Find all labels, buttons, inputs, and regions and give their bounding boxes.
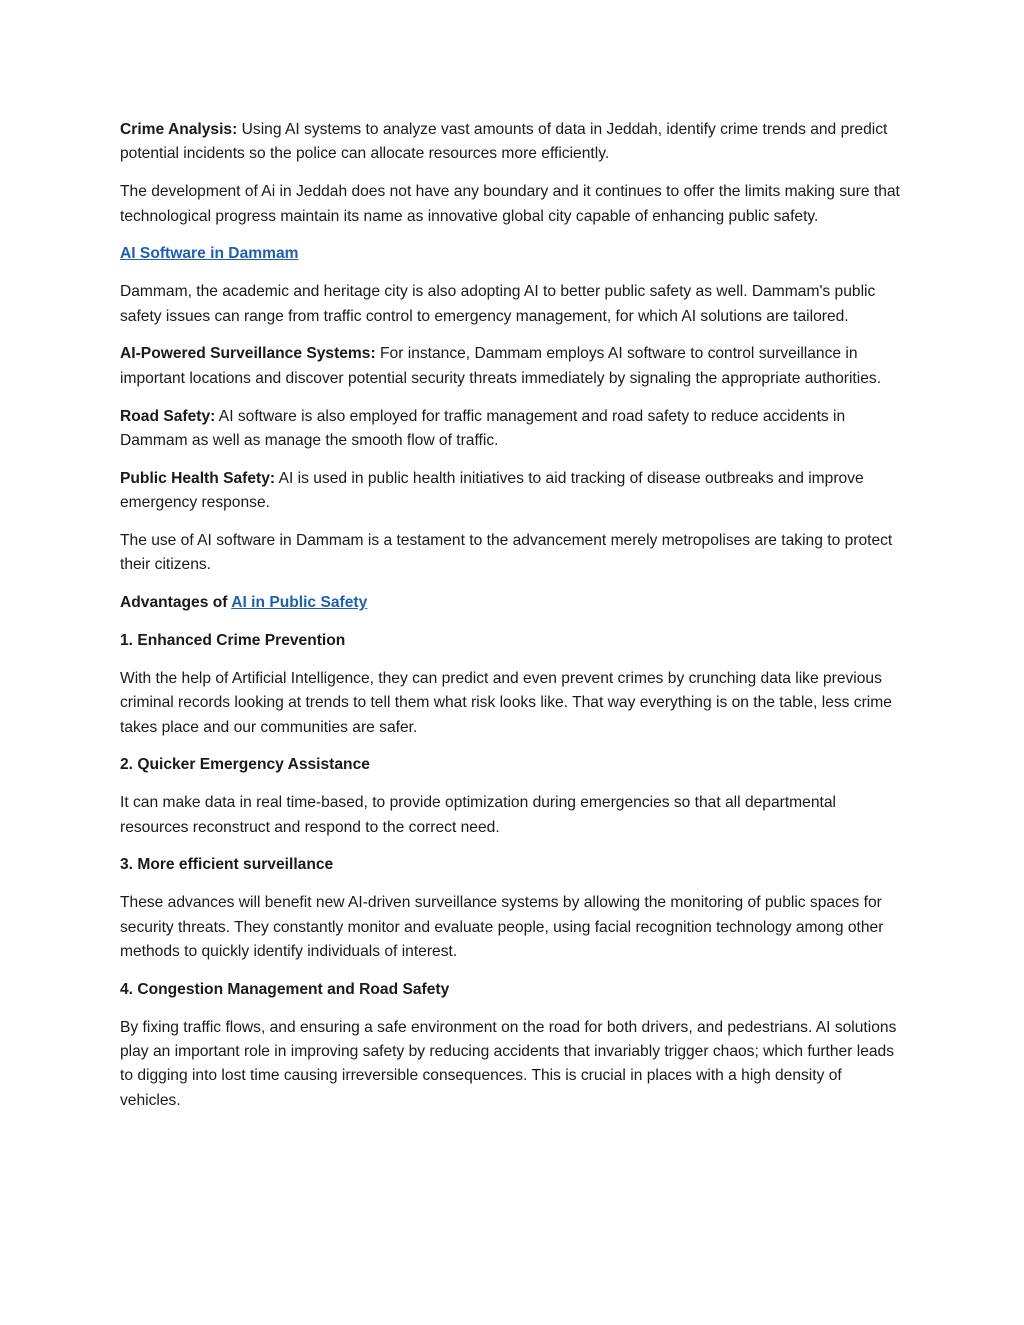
crime-analysis-label: Crime Analysis: xyxy=(120,121,238,138)
surveillance-systems-label: AI-Powered Surveillance Systems: xyxy=(120,345,376,363)
road-safety-paragraph xyxy=(120,405,906,454)
section-body-surveillance: These advances will benefit new AI-driven surveillance systems by allowing the monitoring of public spaces for security threats. They constantly monitor and evaluate people, using facial recognition technology among other methods to quickly identify individuals of interest. xyxy=(120,894,884,961)
section-heading-crime-prevention: 1. Enhanced Crime Prevention xyxy=(120,632,346,650)
section-body-emergency-assistance: It can make data in real time-based, to provide optimization during emergencies so that all departmental resources reconstruct and respond to the correct need. xyxy=(120,794,836,836)
dammam-conclusion-paragraph: The use of AI software in Dammam is a testament to the advancement merely metropolises are taking to protect their citizens. xyxy=(120,532,893,574)
dammam-software-link[interactable]: AI Software in Dammam xyxy=(120,245,299,263)
public-health-text: AI is used in public health initiatives to aid tracking of disease outbreaks and improve emergency response. xyxy=(120,469,864,512)
crime-analysis-text: Using AI systems to analyze vast amounts of data in Jeddah, identify crime trends and predict potential incidents so the police can allocate resources more efficiently. xyxy=(120,121,888,163)
crime-analysis-paragraph xyxy=(120,118,906,167)
section-heading-emergency-assistance: 2. Quicker Emergency Assistance xyxy=(120,756,370,774)
road-safety-label: Road Safety: xyxy=(120,407,216,425)
section-body-crime-prevention: With the help of Artificial Intelligence, they can predict and even prevent crimes by crunching data like previous criminal records looking at trends to tell them what risk looks like. That way everything is on the table, less crime takes place and our communities are safer. xyxy=(120,669,892,736)
road-safety-text: AI software is also employed for traffic management and road safety to reduce accidents in Dammam as well as manage the smooth flow of traffic. xyxy=(120,407,846,450)
dammam-intro-paragraph: Dammam, the academic and heritage city is also adopting AI to better public safety as well. Dammam's public safety issues can range from traffic control to emergency management, for which AI solutions are tailored. xyxy=(120,283,876,325)
public-health-paragraph xyxy=(120,467,906,516)
section-body-congestion-management: By fixing traffic flows, and ensuring a safe environment on the road for both drivers, and pedestrians. AI solutions play an important role in improving safety by reducing accidents that invariably trigger chaos; which further leads to digging into lost time causing irreversible consequences. This is crucial in places with a high density of vehicles. xyxy=(120,1018,897,1109)
ai-public-safety-link[interactable]: AI in Public Safety xyxy=(231,594,368,612)
surveillance-systems-paragraph xyxy=(120,342,906,391)
surveillance-systems-text: For instance, Dammam employs AI software to control surveillance in important locations and discover potential security threats immediately by signaling the appropriate authorities. xyxy=(120,345,882,387)
document-page xyxy=(120,118,906,1127)
section-heading-congestion-management: 4. Congestion Management and Road Safety xyxy=(120,980,450,998)
advantages-prefix: Advantages of xyxy=(120,594,232,612)
section-heading-surveillance: 3. More efficient surveillance xyxy=(120,856,334,874)
advantages-heading xyxy=(120,591,906,615)
jeddah-conclusion-paragraph: The development of Ai in Jeddah does not have any boundary and it continues to offer the limits making sure that technological progress maintain its name as innovative global city capable of enhancing public safety. xyxy=(120,183,900,225)
dammam-link-paragraph xyxy=(120,242,906,266)
public-health-label: Public Health Safety: xyxy=(120,469,276,487)
